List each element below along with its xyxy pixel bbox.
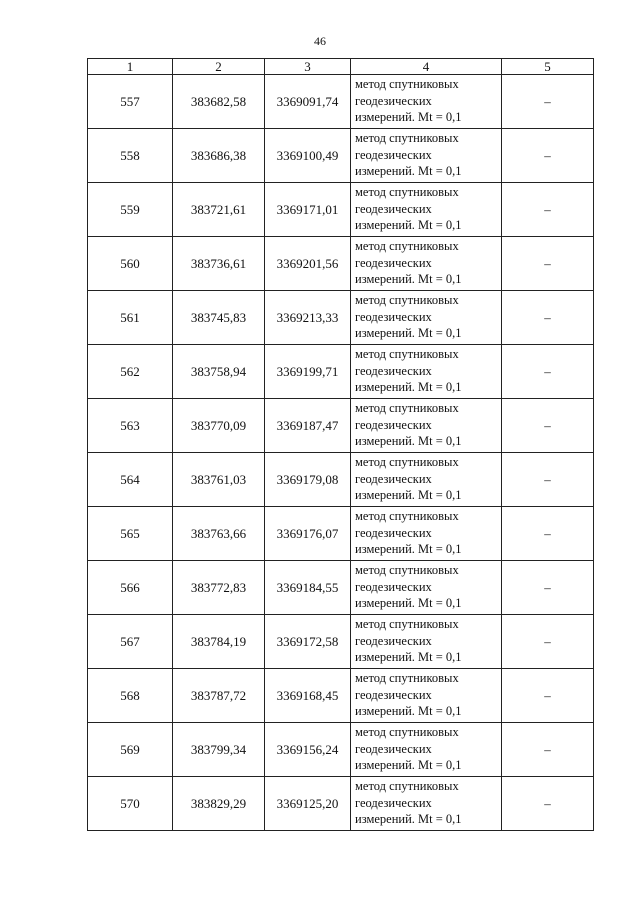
method-text-line: измерений. Mt = 0,1 — [355, 380, 462, 394]
method-text-line: геодезических — [355, 741, 432, 756]
y-coordinate-cell: 3369171,01 — [265, 183, 351, 237]
x-coordinate-cell: 383682,58 — [173, 75, 265, 129]
method-text-line: геодезических — [355, 525, 432, 540]
method-text-line: измерений. Mt = 0,1 — [355, 542, 462, 556]
method-text-line: геодезических — [355, 633, 432, 648]
x-coordinate-cell: 383772,83 — [173, 561, 265, 615]
point-number-cell: 564 — [88, 453, 173, 507]
method-text-line: метод спутниковых — [355, 617, 459, 631]
method-cell — [351, 129, 502, 183]
y-coordinate-cell: 3369199,71 — [265, 345, 351, 399]
method-text-line: измерений. Mt = 0,1 — [355, 650, 462, 664]
point-number-cell: 559 — [88, 183, 173, 237]
method-text-line: измерений. Mt = 0,1 — [355, 488, 462, 502]
table-row — [88, 669, 594, 723]
method-text-line: метод спутниковых — [355, 239, 459, 253]
method-text-line: метод спутниковых — [355, 347, 459, 361]
note-cell: – — [502, 777, 594, 831]
table-row — [88, 75, 594, 129]
method-text-line: метод спутниковых — [355, 563, 459, 577]
x-coordinate-cell: 383799,34 — [173, 723, 265, 777]
method-text-line: метод спутниковых — [355, 779, 459, 793]
method-text-line: измерений. Mt = 0,1 — [355, 596, 462, 610]
note-cell: – — [502, 399, 594, 453]
method-text-line: геодезических — [355, 471, 432, 486]
table-row — [88, 723, 594, 777]
method-text-line: метод спутниковых — [355, 509, 459, 523]
table-row — [88, 399, 594, 453]
note-cell: – — [502, 291, 594, 345]
table-row — [88, 129, 594, 183]
point-number-cell: 563 — [88, 399, 173, 453]
note-cell: – — [502, 237, 594, 291]
table-header — [88, 59, 594, 75]
note-cell: – — [502, 453, 594, 507]
table-row — [88, 453, 594, 507]
coordinates-table — [87, 58, 594, 831]
table-row — [88, 291, 594, 345]
y-coordinate-cell: 3369100,49 — [265, 129, 351, 183]
x-coordinate-cell: 383787,72 — [173, 669, 265, 723]
method-text-line: метод спутниковых — [355, 401, 459, 415]
y-coordinate-cell: 3369172,58 — [265, 615, 351, 669]
method-cell — [351, 615, 502, 669]
method-text-line: метод спутниковых — [355, 293, 459, 307]
method-text-line: измерений. Mt = 0,1 — [355, 812, 462, 826]
point-number-cell: 557 — [88, 75, 173, 129]
method-cell — [351, 453, 502, 507]
method-text-line: измерений. Mt = 0,1 — [355, 434, 462, 448]
x-coordinate-cell: 383770,09 — [173, 399, 265, 453]
note-cell: – — [502, 183, 594, 237]
method-cell — [351, 183, 502, 237]
table-row — [88, 615, 594, 669]
method-cell — [351, 291, 502, 345]
method-text-line: геодезических — [355, 309, 432, 324]
method-text-line: измерений. Mt = 0,1 — [355, 272, 462, 286]
table-row — [88, 237, 594, 291]
x-coordinate-cell: 383829,29 — [173, 777, 265, 831]
method-text-line: измерений. Mt = 0,1 — [355, 164, 462, 178]
page-number: 46 — [314, 34, 326, 48]
method-text-line: геодезических — [355, 579, 432, 594]
point-number-cell: 570 — [88, 777, 173, 831]
method-text-line: метод спутниковых — [355, 671, 459, 685]
note-cell: – — [502, 129, 594, 183]
note-cell: – — [502, 615, 594, 669]
method-cell — [351, 723, 502, 777]
header-col-2: 2 — [173, 59, 265, 75]
header-col-5: 5 — [502, 59, 594, 75]
note-cell: – — [502, 723, 594, 777]
method-cell — [351, 561, 502, 615]
method-cell — [351, 345, 502, 399]
method-cell — [351, 75, 502, 129]
x-coordinate-cell: 383721,61 — [173, 183, 265, 237]
method-text-line: метод спутниковых — [355, 455, 459, 469]
method-text-line: геодезических — [355, 255, 432, 270]
point-number-cell: 558 — [88, 129, 173, 183]
method-text-line: геодезических — [355, 363, 432, 378]
method-cell — [351, 399, 502, 453]
method-text-line: измерений. Mt = 0,1 — [355, 326, 462, 340]
method-text-line: геодезических — [355, 93, 432, 108]
note-cell: – — [502, 561, 594, 615]
method-text-line: измерений. Mt = 0,1 — [355, 758, 462, 772]
method-cell — [351, 237, 502, 291]
y-coordinate-cell: 3369201,56 — [265, 237, 351, 291]
point-number-cell: 569 — [88, 723, 173, 777]
note-cell: – — [502, 75, 594, 129]
table-row — [88, 561, 594, 615]
method-text-line: метод спутниковых — [355, 725, 459, 739]
point-number-cell: 568 — [88, 669, 173, 723]
note-cell: – — [502, 507, 594, 561]
method-cell — [351, 507, 502, 561]
method-cell — [351, 777, 502, 831]
point-number-cell: 566 — [88, 561, 173, 615]
y-coordinate-cell: 3369176,07 — [265, 507, 351, 561]
y-coordinate-cell: 3369156,24 — [265, 723, 351, 777]
note-cell: – — [502, 345, 594, 399]
method-text-line: метод спутниковых — [355, 77, 459, 91]
y-coordinate-cell: 3369187,47 — [265, 399, 351, 453]
x-coordinate-cell: 383745,83 — [173, 291, 265, 345]
y-coordinate-cell: 3369213,33 — [265, 291, 351, 345]
x-coordinate-cell: 383784,19 — [173, 615, 265, 669]
x-coordinate-cell: 383761,03 — [173, 453, 265, 507]
y-coordinate-cell: 3369125,20 — [265, 777, 351, 831]
x-coordinate-cell: 383686,38 — [173, 129, 265, 183]
header-col-1: 1 — [88, 59, 173, 75]
header-row — [88, 59, 594, 75]
note-cell: – — [502, 669, 594, 723]
method-text-line: геодезических — [355, 687, 432, 702]
method-text-line: измерений. Mt = 0,1 — [355, 218, 462, 232]
y-coordinate-cell: 3369179,08 — [265, 453, 351, 507]
point-number-cell: 560 — [88, 237, 173, 291]
point-number-cell: 561 — [88, 291, 173, 345]
x-coordinate-cell: 383758,94 — [173, 345, 265, 399]
table-row — [88, 777, 594, 831]
header-col-3: 3 — [265, 59, 351, 75]
method-text-line: метод спутниковых — [355, 185, 459, 199]
x-coordinate-cell: 383736,61 — [173, 237, 265, 291]
table-row — [88, 345, 594, 399]
method-text-line: метод спутниковых — [355, 131, 459, 145]
y-coordinate-cell: 3369091,74 — [265, 75, 351, 129]
point-number-cell: 567 — [88, 615, 173, 669]
method-text-line: геодезических — [355, 201, 432, 216]
method-text-line: геодезических — [355, 795, 432, 810]
x-coordinate-cell: 383763,66 — [173, 507, 265, 561]
method-text-line: геодезических — [355, 417, 432, 432]
y-coordinate-cell: 3369184,55 — [265, 561, 351, 615]
method-text-line: геодезических — [355, 147, 432, 162]
method-text-line: измерений. Mt = 0,1 — [355, 110, 462, 124]
method-cell — [351, 669, 502, 723]
table-row — [88, 507, 594, 561]
method-text-line: измерений. Mt = 0,1 — [355, 704, 462, 718]
table-body — [88, 75, 594, 831]
point-number-cell: 565 — [88, 507, 173, 561]
table-row — [88, 183, 594, 237]
header-col-4: 4 — [351, 59, 502, 75]
point-number-cell: 562 — [88, 345, 173, 399]
y-coordinate-cell: 3369168,45 — [265, 669, 351, 723]
